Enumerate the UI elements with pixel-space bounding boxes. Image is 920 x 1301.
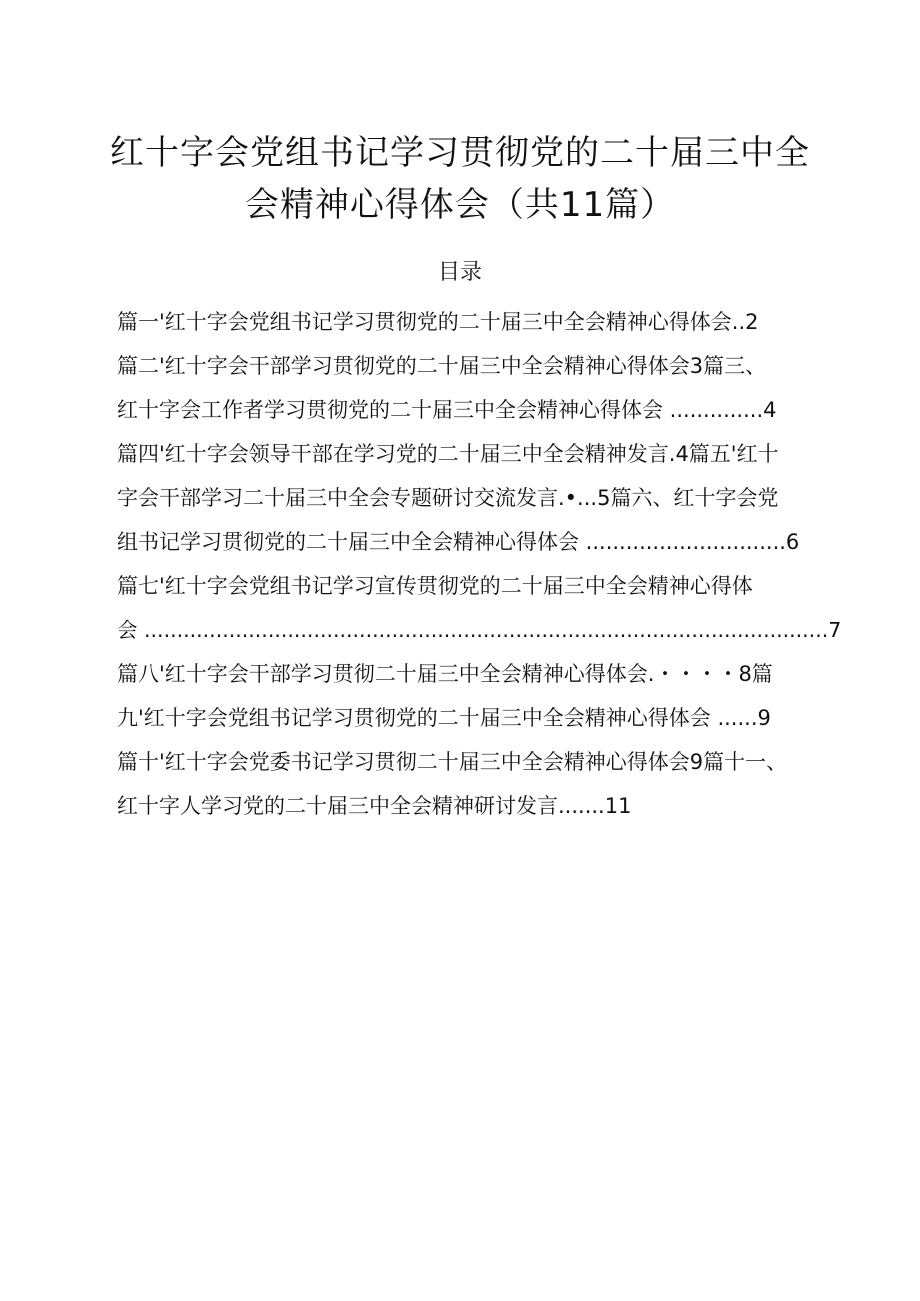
toc-line: 九'红十字会党组书记学习贯彻党的二十届三中全会精神心得体会 ......9 xyxy=(117,706,771,730)
toc-line: 字会干部学习二十届三中全会专题研讨交流发言.•...5篇六、红十字会党 xyxy=(117,486,779,510)
toc-line: 组书记学习贯彻党的二十届三中全会精神心得体会 ..............................6 xyxy=(117,530,800,554)
toc-line: 篇十'红十字会党委书记学习贯彻二十届三中全会精神心得体会9篇十一、 xyxy=(117,750,788,774)
toc-line: 篇一'红十字会党组书记学习贯彻党的二十届三中全会精神心得体会..2 xyxy=(117,310,759,334)
toc-line: 篇八'红十字会干部学习贯彻二十届三中全会精神心得体会.・・・・8篇 xyxy=(117,662,773,686)
toc-line: 篇二'红十字会干部学习贯彻党的二十届三中全会精神心得体会3篇三、 xyxy=(117,354,767,378)
toc-line: 篇四'红十字会领导干部在学习党的二十届三中全会精神发言.4篇五'红十 xyxy=(117,442,779,466)
toc-heading: 目录 xyxy=(437,260,482,285)
document-title-line-1: 红十字会党组书记学习贯彻党的二十届三中全 xyxy=(110,133,810,173)
toc-line: 篇七'红十字会党组书记学习宣传贯彻党的二十届三中全会精神心得体 xyxy=(117,574,753,598)
toc-line: 红十字人学习党的二十届三中全会精神研讨发言.......11 xyxy=(117,794,632,818)
toc-line: 会 .........................................................................................................7 xyxy=(117,618,842,642)
table-of-contents xyxy=(117,300,847,828)
toc-line: 红十字会工作者学习贯彻党的二十届三中全会精神心得体会 ..............4 xyxy=(117,398,777,422)
document-title-line-2: 会精神心得体会（共11篇） xyxy=(244,185,676,225)
